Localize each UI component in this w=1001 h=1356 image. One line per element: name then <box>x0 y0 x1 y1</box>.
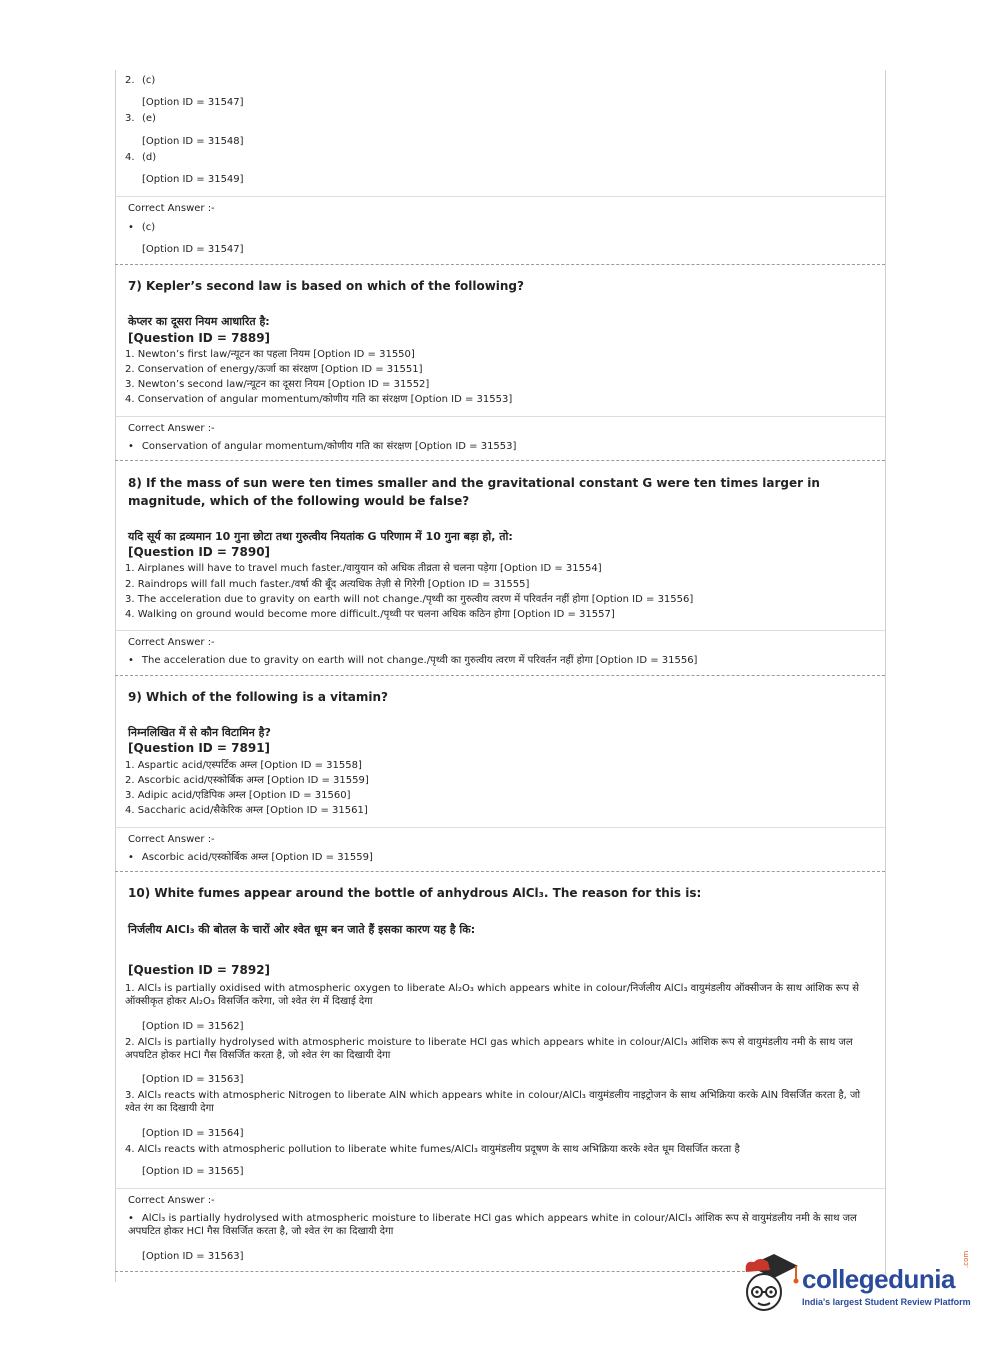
question-separator <box>115 675 885 676</box>
option-item: 3. The acceleration due to gravity on earth will not change./पृथ्वी का गुरुत्वीय त्वरण में परिवर्तन नहीं होगा [Option ID = 31556] <box>125 594 694 605</box>
option-item: 2. Raindrops will fall much faster./वर्षा की बूँद अत्यधिक तेज़ी से गिरेगी [Option ID = 31555] <box>125 579 530 590</box>
correct-answer: • (c) <box>128 221 155 234</box>
brand-tagline: India's largest Student Review Platform <box>802 1297 971 1307</box>
collegedunia-logo[interactable] <box>740 1250 980 1320</box>
correct-answer: • AlCl₃ is partially hydrolysed with atmospheric moisture to liberate HCl gas which appears white in colour/AlCl₃ आंशिक रूप से वायुमंडलीय नमी के साथ जल अपघटित होकर HCl गैस विसर्जित करता है, जो श्वेत रंग का दिखायी देगा <box>128 1212 858 1238</box>
option-item: 2. Conservation of energy/ऊर्जा का संरक्षण [Option ID = 31551] <box>125 364 423 375</box>
option-item: 1. Newton’s first law/न्यूटन का पहला नियम [Option ID = 31550] <box>125 349 415 360</box>
correct-answer-label: Correct Answer :- <box>128 1195 215 1206</box>
question-hindi: निर्जलीय AlCl₃ की बोतल के चारों ओर श्वेत धूम बन जाते हैं इसका कारण यह है कि: <box>128 923 476 936</box>
question-title: 9) Which of the following is a vitamin? <box>128 690 389 704</box>
divider <box>115 1188 885 1189</box>
question-id: [Question ID = 7890] <box>128 545 271 559</box>
option-item: 4. Conservation of angular momentum/कोणीय गति का संरक्षण [Option ID = 31553] <box>125 394 513 405</box>
mascot-icon <box>740 1250 800 1318</box>
option-item: 4. Walking on ground would become more difficult./पृथ्वी पर चलना अधिक कठिन होगा [Option ID = 31557] <box>125 609 615 620</box>
option-id: [Option ID = 31563] <box>142 1251 244 1262</box>
option-id: [Option ID = 31547] <box>142 244 244 255</box>
question-id: [Question ID = 7889] <box>128 331 271 345</box>
question-hindi: निम्नलिखित में से कौन विटामिन है? <box>128 726 271 739</box>
question-separator <box>115 264 885 265</box>
option-id: [Option ID = 31565] <box>142 1166 244 1177</box>
option-item: 2. AlCl₃ is partially hydrolysed with atmospheric moisture to liberate HCl gas which appears white in colour/AlCl₃ आंशिक रूप से वायुमंडलीय नमी के साथ जल अपघटित होकर HCl गैस विसर्जित करता है, जो श्वेत रंग का दिखायी देगा <box>125 1037 853 1061</box>
question-id: [Question ID = 7892] <box>128 963 271 977</box>
correct-answer: • Ascorbic acid/एस्कोर्बिक अम्ल [Option ID = 31559] <box>128 851 373 864</box>
question-title: 7) Kepler’s second law is based on which of the following? <box>128 279 524 293</box>
option-item: 1. AlCl₃ is partially oxidised with atmospheric oxygen to liberate Al₂O₃ which appears white in colour/निर्जलीय AlCl₃ वायुमंडलीय ऑक्सीजन के साथ आंशिक रूप से ऑक्सीकृत होकर Al₂O₃ विसर्जित करेगा, जो श्वेत रंग में दिखाई देगा <box>125 983 860 1007</box>
option-label: (d) <box>142 152 157 163</box>
option-item: 4. AlCl₃ reacts with atmospheric pollution to liberate white fumes/AlCl₃ वायुमंडलीय प्रदूषण के साथ अभिक्रिया करके श्वेत धूम विसर्जित करता है <box>125 1144 740 1155</box>
question-separator <box>115 460 885 461</box>
option-item: 3. Newton’s second law/न्यूटन का दूसरा नियम [Option ID = 31552] <box>125 379 430 390</box>
question-hindi: केप्लर का दूसरा नियम आधारित है: <box>128 315 270 328</box>
question-separator <box>115 1271 745 1272</box>
correct-answer-label: Correct Answer :- <box>128 423 215 434</box>
option-item: 1. Airplanes will have to travel much faster./वायुयान को अधिक तीव्रता से चलना पड़ेगा [Option ID = 31554] <box>125 563 602 574</box>
correct-answer: • Conservation of angular momentum/कोणीय गति का संरक्षण [Option ID = 31553] <box>128 440 516 453</box>
option-number: 4. <box>125 152 135 163</box>
question-title: 8) If the mass of sun were ten times smaller and the gravitational constant G were ten times larger in magnitude, which of the following would be false? <box>128 476 820 508</box>
correct-answer: • The acceleration due to gravity on earth will not change./पृथ्वी का गुरुत्वीय त्वरण में परिवर्तन नहीं होगा [Option ID = 31556] <box>128 654 697 667</box>
option-label: (c) <box>142 75 156 86</box>
divider <box>115 827 885 828</box>
correct-answer-label: Correct Answer :- <box>128 637 215 648</box>
option-item: 4. Saccharic acid/सैकेरिक अम्ल [Option ID = 31561] <box>125 805 368 816</box>
option-item: 2. Ascorbic acid/एस्कोर्बिक अम्ल [Option ID = 31559] <box>125 775 369 786</box>
divider <box>115 416 885 417</box>
option-item: 3. AlCl₃ reacts with atmospheric Nitrogen to liberate AlN which appears white in colour/AlCl₃ वायुमंडलीय नाइट्रोजन के साथ अभिक्रिया करके AlN विसर्जित करता है, जो श्वेत रंग का दिखायी देगा <box>125 1090 861 1114</box>
question-separator <box>115 871 885 872</box>
brand-name: collegedunia <box>802 1264 955 1294</box>
question-hindi: यदि सूर्य का द्रव्यमान 10 गुना छोटा तथा गुरुत्वीय नियतांक G परिणाम में 10 गुना बड़ा हो, तो: <box>128 530 513 543</box>
divider <box>115 630 885 631</box>
option-id: [Option ID = 31547] <box>142 97 244 108</box>
divider <box>115 196 885 197</box>
question-title: 10) White fumes appear around the bottle of anhydrous AlCl₃. The reason for this is: <box>128 886 702 900</box>
correct-answer-label: Correct Answer :- <box>128 834 215 845</box>
option-item: 1. Aspartic acid/एस्पर्टिक अम्ल [Option ID = 31558] <box>125 760 362 771</box>
option-number: 2. <box>125 75 135 86</box>
brand-suffix: .com <box>962 1250 970 1268</box>
option-id: [Option ID = 31562] <box>142 1021 244 1032</box>
option-id: [Option ID = 31563] <box>142 1074 244 1085</box>
option-id: [Option ID = 31549] <box>142 174 244 185</box>
option-label: (e) <box>142 113 156 124</box>
option-number: 3. <box>125 113 135 124</box>
option-id: [Option ID = 31564] <box>142 1128 244 1139</box>
question-id: [Question ID = 7891] <box>128 741 271 755</box>
correct-answer-label: Correct Answer :- <box>128 203 215 214</box>
option-item: 3. Adipic acid/एडिपिक अम्ल [Option ID = 31560] <box>125 790 351 801</box>
option-id: [Option ID = 31548] <box>142 136 244 147</box>
